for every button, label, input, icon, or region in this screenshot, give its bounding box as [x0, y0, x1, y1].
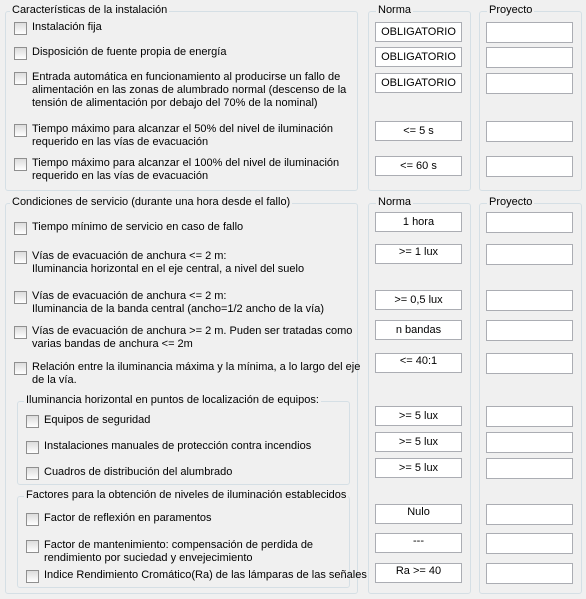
checkbox[interactable] — [26, 441, 39, 454]
norma-field: --- — [375, 533, 462, 553]
checkbox[interactable] — [14, 22, 27, 35]
checkbox[interactable] — [26, 415, 39, 428]
checkbox[interactable] — [26, 467, 39, 480]
item-label: Factor de reflexión en paramentos — [44, 512, 212, 524]
proyecto-input[interactable] — [486, 244, 573, 265]
item-label: Vías de evacuación de anchura <= 2 m: Iluminancia de la banda central (ancho=1/2 ancho de la vía) — [32, 290, 324, 315]
item-label: Tiempo máximo para alcanzar el 50% del nivel de iluminación requerido en las vías de evacuación — [32, 123, 334, 148]
norma-field: OBLIGATORIO — [375, 73, 462, 93]
item-factor-reflexion[interactable] — [26, 512, 212, 526]
proyecto-input[interactable] — [486, 432, 573, 453]
proyecto-input[interactable] — [486, 504, 573, 525]
item-label: Relación entre la iluminancia máxima y la mínima, a lo largo del eje de la vía. — [32, 361, 361, 386]
proyecto-input[interactable] — [486, 73, 573, 94]
equipment-illuminance-title: Iluminancia horizontal en puntos de localización de equipos: — [26, 394, 319, 406]
item-label: Equipos de seguridad — [44, 414, 151, 426]
item-label: Vías de evacuación de anchura <= 2 m: Iluminancia horizontal en el eje central, a nivel del suelo — [32, 250, 305, 275]
proyecto-input[interactable] — [486, 406, 573, 427]
item-label: Vías de evacuación de anchura >= 2 m. Puden ser tratadas como varias bandas de anchura <= 2m — [32, 325, 353, 350]
proyecto-input[interactable] — [486, 212, 573, 233]
norma-field: 1 hora — [375, 212, 462, 232]
item-label: Cuadros de distribución del alumbrado — [44, 466, 233, 478]
norma-field: OBLIGATORIO — [375, 22, 462, 42]
item-entrada-automatica[interactable] — [14, 71, 346, 110]
checkbox[interactable] — [14, 158, 27, 171]
proyecto-input[interactable] — [486, 290, 573, 311]
norma-field: <= 40:1 — [375, 353, 462, 373]
item-label: Instalación fija — [32, 21, 102, 33]
item-instalacion-fija[interactable] — [14, 21, 102, 35]
norma-field: >= 5 lux — [375, 406, 462, 426]
norma-field: Nulo — [375, 504, 462, 524]
item-label: Instalaciones manuales de protección contra incendios — [44, 440, 312, 452]
proyecto-title-2: Proyecto — [489, 196, 533, 208]
item-label: Tiempo máximo para alcanzar el 100% del nivel de iluminación requerido en las vías de evacuación — [32, 157, 340, 182]
norma-field: OBLIGATORIO — [375, 47, 462, 67]
item-tiempo-50[interactable] — [14, 123, 333, 149]
item-label: Disposición de fuente propia de energía — [32, 46, 227, 58]
norma-field: <= 60 s — [375, 156, 462, 176]
item-vias-banda-central[interactable] — [14, 290, 324, 316]
item-fuente-propia[interactable] — [14, 46, 226, 60]
checkbox[interactable] — [14, 124, 27, 137]
item-tiempo-minimo[interactable] — [14, 221, 243, 235]
proyecto-input[interactable] — [486, 22, 573, 43]
norma-field: Ra >= 40 — [375, 563, 462, 583]
norma-field: >= 1 lux — [375, 244, 462, 264]
proyecto-input[interactable] — [486, 320, 573, 341]
proyecto-input[interactable] — [486, 156, 573, 177]
proyecto-input[interactable] — [486, 563, 573, 584]
checkbox[interactable] — [26, 513, 39, 526]
checkbox[interactable] — [14, 326, 27, 339]
checkbox[interactable] — [14, 291, 27, 304]
proyecto-title-1: Proyecto — [489, 4, 533, 16]
item-label: Tiempo mínimo de servicio en caso de fallo — [32, 221, 244, 233]
norma-field: >= 5 lux — [375, 458, 462, 478]
item-equipos-seguridad[interactable] — [26, 414, 150, 428]
proyecto-input[interactable] — [486, 353, 573, 374]
norma-field: >= 5 lux — [375, 432, 462, 452]
norma-title-1: Norma — [378, 4, 412, 16]
proyecto-input[interactable] — [486, 47, 573, 68]
checkbox[interactable] — [26, 540, 39, 553]
checkbox[interactable] — [14, 72, 27, 85]
proyecto-input[interactable] — [486, 458, 573, 479]
norma-title-2: Norma — [378, 196, 412, 208]
item-relacion-iluminancia[interactable] — [14, 361, 360, 387]
item-label: Factor de mantenimiento: compensación de perdida de rendimiento por suciedad y envejecimiento — [44, 539, 314, 564]
proyecto-input[interactable] — [486, 533, 573, 554]
item-label: Indice Rendimiento Cromático(Ra) de las lámparas de las señales — [44, 569, 367, 581]
item-cuadros-distribucion[interactable] — [26, 466, 232, 480]
proyecto-input[interactable] — [486, 121, 573, 142]
item-factor-mantenimiento[interactable] — [26, 539, 313, 565]
norma-field: <= 5 s — [375, 121, 462, 141]
norma-field: >= 0,5 lux — [375, 290, 462, 310]
item-vias-n-bandas[interactable] — [14, 325, 352, 351]
item-vias-eje-central[interactable] — [14, 250, 304, 276]
item-instalaciones-incendios[interactable] — [26, 440, 311, 454]
checkbox[interactable] — [26, 570, 39, 583]
illumination-factors-title: Factores para la obtención de niveles de iluminación establecidos — [26, 489, 347, 501]
service-conditions-title: Condiciones de servicio (durante una hora desde el fallo) — [12, 196, 291, 208]
installation-characteristics-title: Características de la instalación — [12, 4, 168, 16]
item-tiempo-100[interactable] — [14, 157, 339, 183]
checkbox[interactable] — [14, 222, 27, 235]
item-label: Entrada automática en funcionamiento al producirse un fallo de alimentación en las zonas de alumbrado normal (descenso de la tensión de alimentación por debajo del 70% de la nominal) — [32, 71, 347, 109]
norma-field: n bandas — [375, 320, 462, 340]
item-indice-rendimiento[interactable] — [26, 569, 367, 583]
checkbox[interactable] — [14, 47, 27, 60]
checkbox[interactable] — [14, 362, 27, 375]
checkbox[interactable] — [14, 251, 27, 264]
